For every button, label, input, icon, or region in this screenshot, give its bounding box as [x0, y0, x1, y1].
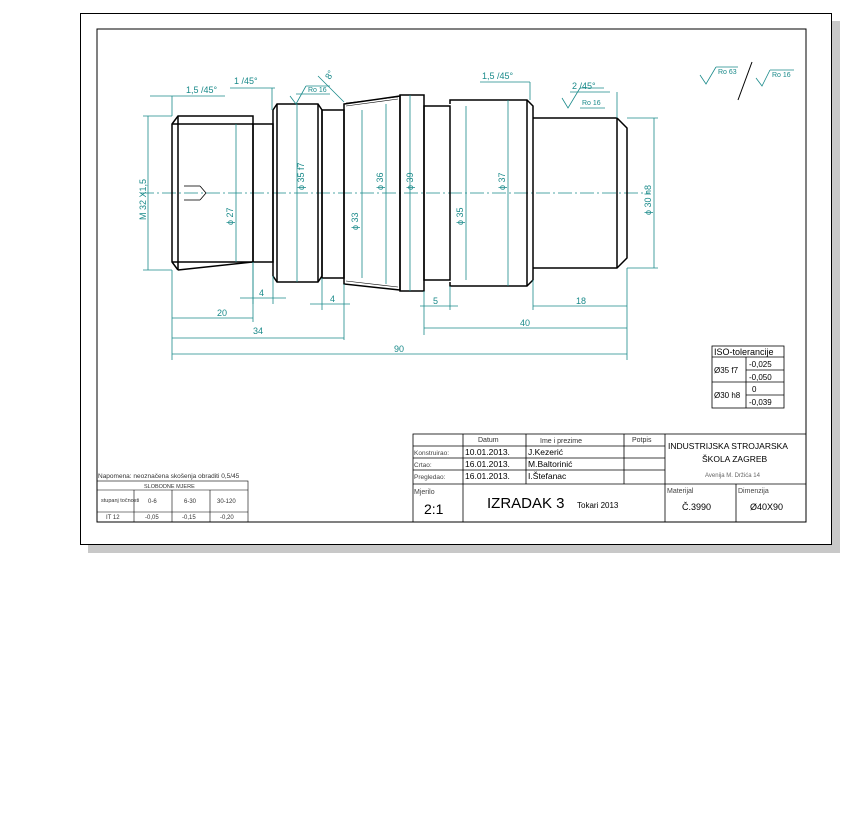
roughness-slash	[738, 62, 752, 100]
dim-angle: 8°	[323, 68, 337, 81]
dim-d35: ϕ 35	[455, 207, 465, 225]
dim-l4a: 4	[259, 288, 265, 298]
free-dims-r1c2: 0-6	[148, 499, 157, 505]
dim-chamfer-left: 1,5 /45°	[186, 85, 218, 95]
iso-row1-upper: -0,025	[749, 360, 772, 369]
tb-row3-role: Pregledao:	[414, 474, 446, 481]
iso-row2-upper: 0	[752, 385, 757, 394]
dim-chamfer-right1: 1,5 /45°	[482, 71, 514, 81]
tb-dimension-label: Dimenzija	[738, 488, 769, 495]
dim-d35f7: ϕ 35 f7	[296, 162, 306, 190]
free-dims-r2c1: IT 12	[106, 515, 120, 521]
tb-row2-date: 16.01.2013.	[465, 459, 510, 469]
free-dims-r2c3: -0,15	[182, 515, 196, 521]
tb-school-line1: INDUSTRIJSKA STROJARSKA	[668, 441, 788, 451]
iso-row1-label: Ø35 f7	[714, 366, 739, 375]
iso-title: ISO-tolerancije	[714, 347, 774, 357]
note-text: Napomena: neoznačena skošenja obraditi 0,5/45	[98, 473, 240, 480]
roughness-ro16-a: Ro 16	[308, 87, 327, 94]
dim-d27: ϕ 27	[225, 207, 235, 225]
tb-scale: 2:1	[424, 501, 444, 517]
roughness-general-ro63: Ro 63	[718, 69, 737, 76]
iso-row2-label: Ø30 h8	[714, 391, 741, 400]
tb-row2-role: Crtao:	[414, 462, 432, 469]
tb-address: Avenija M. Držića 14	[705, 473, 760, 479]
tb-row1-name: J.Kezerić	[528, 447, 563, 457]
tb-row3-name: I.Štefanac	[528, 471, 567, 481]
free-dims-title: SLOBODNE MJERE	[144, 484, 195, 490]
dim-d30h8: ϕ 30 h8	[643, 184, 653, 215]
tb-part-sub: Tokari 2013	[577, 501, 619, 510]
cone-hatching	[346, 97, 398, 287]
roughness-ro16-b: Ro 16	[582, 100, 601, 107]
free-dims-r1c1: stupanj točnosti	[101, 498, 140, 504]
dim-d36: ϕ 36	[375, 172, 385, 190]
free-dims-r2c2: -0,05	[145, 515, 159, 521]
dim-d37: ϕ 37	[497, 172, 507, 190]
dim-thread: M 32 X1,5	[138, 178, 148, 220]
tb-material-label: Materijal	[667, 488, 694, 495]
dim-d33: ϕ 33	[350, 212, 360, 230]
dim-l4b: 4	[330, 294, 336, 304]
dim-chamfer-right2: 2 /45°	[572, 81, 596, 91]
dim-l90: 90	[394, 344, 405, 354]
tb-col-datum: Datum	[478, 437, 499, 444]
dim-d39: ϕ 39	[405, 172, 415, 190]
free-dims-r1c4: 30-120	[217, 499, 236, 505]
dim-l5: 5	[433, 296, 439, 306]
free-dims-r1c3: 6-30	[184, 499, 197, 505]
dim-l20: 20	[217, 308, 228, 318]
tb-row2-name: M.Baltorinić	[528, 459, 573, 469]
roughness-general-ro16: Ro 16	[772, 72, 791, 79]
tb-col-potpis: Potpis	[632, 437, 652, 444]
dim-chamfer-mid: 1 /45°	[234, 76, 258, 86]
tb-col-ime: Ime i prezime	[540, 438, 583, 445]
tb-row1-date: 10.01.2013.	[465, 447, 510, 457]
dim-l18: 18	[576, 296, 587, 306]
tb-row3-date: 16.01.2013.	[465, 471, 510, 481]
tb-scale-label: Mjerilo	[414, 489, 435, 496]
dim-l40: 40	[520, 318, 531, 328]
tb-part-name: IZRADAK 3	[487, 495, 565, 512]
iso-row1-lower: -0,050	[749, 373, 772, 382]
free-dims-r2c4: -0,20	[220, 515, 234, 521]
tb-school-line2: ŠKOLA ZAGREB	[702, 454, 768, 464]
tb-dimension: Ø40X90	[750, 502, 784, 512]
tb-row1-role: Konstruirao:	[414, 450, 450, 457]
dim-l34: 34	[253, 326, 264, 336]
tb-material: Č.3990	[682, 502, 712, 512]
iso-row2-lower: -0,039	[749, 398, 772, 407]
